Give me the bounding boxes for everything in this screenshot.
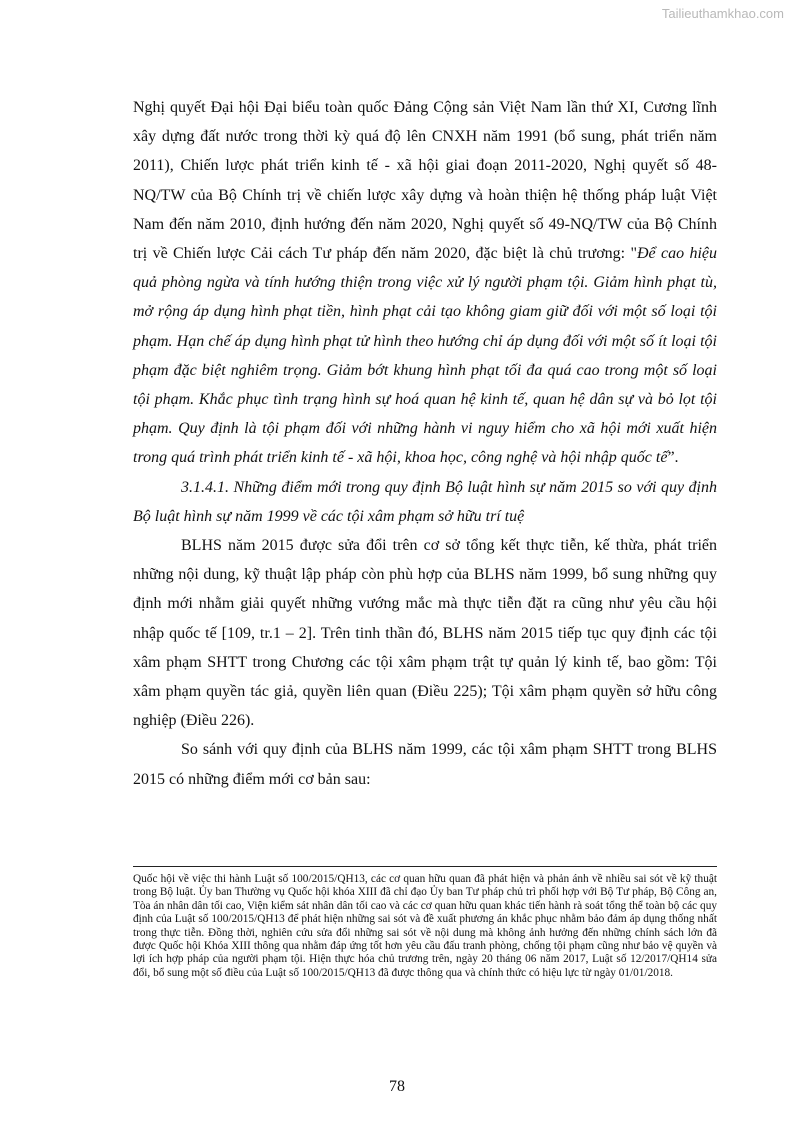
paragraph-2: BLHS năm 2015 được sửa đổi trên cơ sở tổng kết thực tiễn, kế thừa, phát triển những nội dung, kỹ thuật lập pháp còn phù hợp của BLHS năm 1999, bổ sung những quy định mới nhằm giải quyết những vướng mắc mà thực tiễn đặt ra cũng như yêu cầu hội nhập quốc tế [109, tr.1 – 2]. Trên tinh thần đó, BLHS năm 2015 tiếp tục quy định các tội xâm phạm SHTT trong Chương các tội xâm phạm trật tự quản lý kinh tế, bao gồm: Tội xâm phạm quyền tác giả, quyền liên quan (Điều 225); Tội xâm phạm quyền sở hữu công nghiệp (Điều 226). xyxy=(133,537,717,730)
section-heading: 3.1.4.1. Những điểm mới trong quy định Bộ luật hình sự năm 2015 so với quy định Bộ luật hình sự năm 1999 về các tội xâm phạm sở hữu trí tuệ xyxy=(133,478,717,525)
paragraph-1-lead: Nghị quyết Đại hội Đại biểu toàn quốc Đảng Cộng sản Việt Nam lần thứ XI, Cương lĩnh xây dựng đất nước trong thời kỳ quá độ lên CNXH năm 1991 (bổ sung, phát triển năm 2011), Chiến lược phát triển kinh tế - xã hội giai đoạn 2011-2020, Nghị quyết số 48-NQ/TW của Bộ Chính trị về chiến lược xây dựng và hoàn thiện hệ thống pháp luật Việt Nam đến năm 2010, định hướng đến năm 2020, Nghị quyết số 49-NQ/TW của Bộ Chính trị về Chiến lược Cải cách Tư pháp đến năm 2020, đặc biệt là chủ trương: " xyxy=(133,99,717,263)
paragraph-1-quote: Để cao hiệu quả phòng ngừa và tính hướng thiện trong việc xử lý người phạm tội. Giảm hình phạt tù, mở rộng áp dụng hình phạt tiền, hình phạt cải tạo không giam giữ đối với một số loại tội phạm. Hạn chế áp dụng hình phạt tử hình theo hướng chỉ áp dụng đối với một số ít loại tội phạm đặc biệt nghiêm trọng. Giảm bớt khung hình phạt tối đa quá cao trong một số loại tội phạm. Khắc phục tình trạng hình sự hoá quan hệ kinh tế, quan hệ dân sự và bỏ lọt tội phạm. Quy định là tội phạm đối với những hành vi nguy hiểm cho xã hội mới xuất hiện trong quá trình phát triển kinh tế - xã hội, khoa học, công nghệ và hội nhập quốc tế xyxy=(133,245,718,467)
paragraph-1-end: ”. xyxy=(667,449,679,467)
watermark: Tailieuthamkhao.com xyxy=(661,6,784,21)
paragraph-3: So sánh với quy định của BLHS năm 1999, các tội xâm phạm SHTT trong BLHS 2015 có những điểm mới cơ bản sau: xyxy=(133,741,717,788)
footnote: Quốc hội về việc thi hành Luật số 100/2015/QH13, các cơ quan hữu quan đã phát hiện và phản ánh về nhiều sai sót về kỹ thuật trong Bộ luật. Ủy ban Thường vụ Quốc hội khóa XIII đã chỉ đạo Ủy ban Tư pháp chủ trì phối hợp với Bộ Tư pháp, Bộ Công an, Tòa án nhân dân tối cao, Viện kiểm sát nhân dân tối cao và các cơ quan hữu quan khác tiến hành rà soát tổng thể toàn bộ các quy định của Luật số 100/2015/QH13 để phát hiện những sai sót và đề xuất phương án khắc phục nhằm bảo đảm áp dụng thống nhất trong thực tiễn. Đồng thời, nghiên cứu sửa đổi những sai sót về nội dung mà không ảnh hưởng đến những chính sách lớn đã được Quốc hội Khóa XIII thông qua nhằm đáp ứng tốt hơn yêu cầu đấu tranh phòng, chống tội phạm cũng như bảo vệ quyền và lợi ích hợp pháp của người phạm tội. Hiện thực hóa chủ trương trên, ngày 20 tháng 06 năm 2017, Luật số 12/2017/QH14 sửa đổi, bổ sung một số điều của Luật số 100/2015/QH13 đã được thông qua và chính thức có hiệu lực từ ngày 01/01/2018. xyxy=(133,873,717,979)
body-text xyxy=(133,93,717,794)
paragraph-1 xyxy=(133,93,717,473)
page-number: 78 xyxy=(389,1078,405,1095)
footnote-divider xyxy=(133,866,717,867)
